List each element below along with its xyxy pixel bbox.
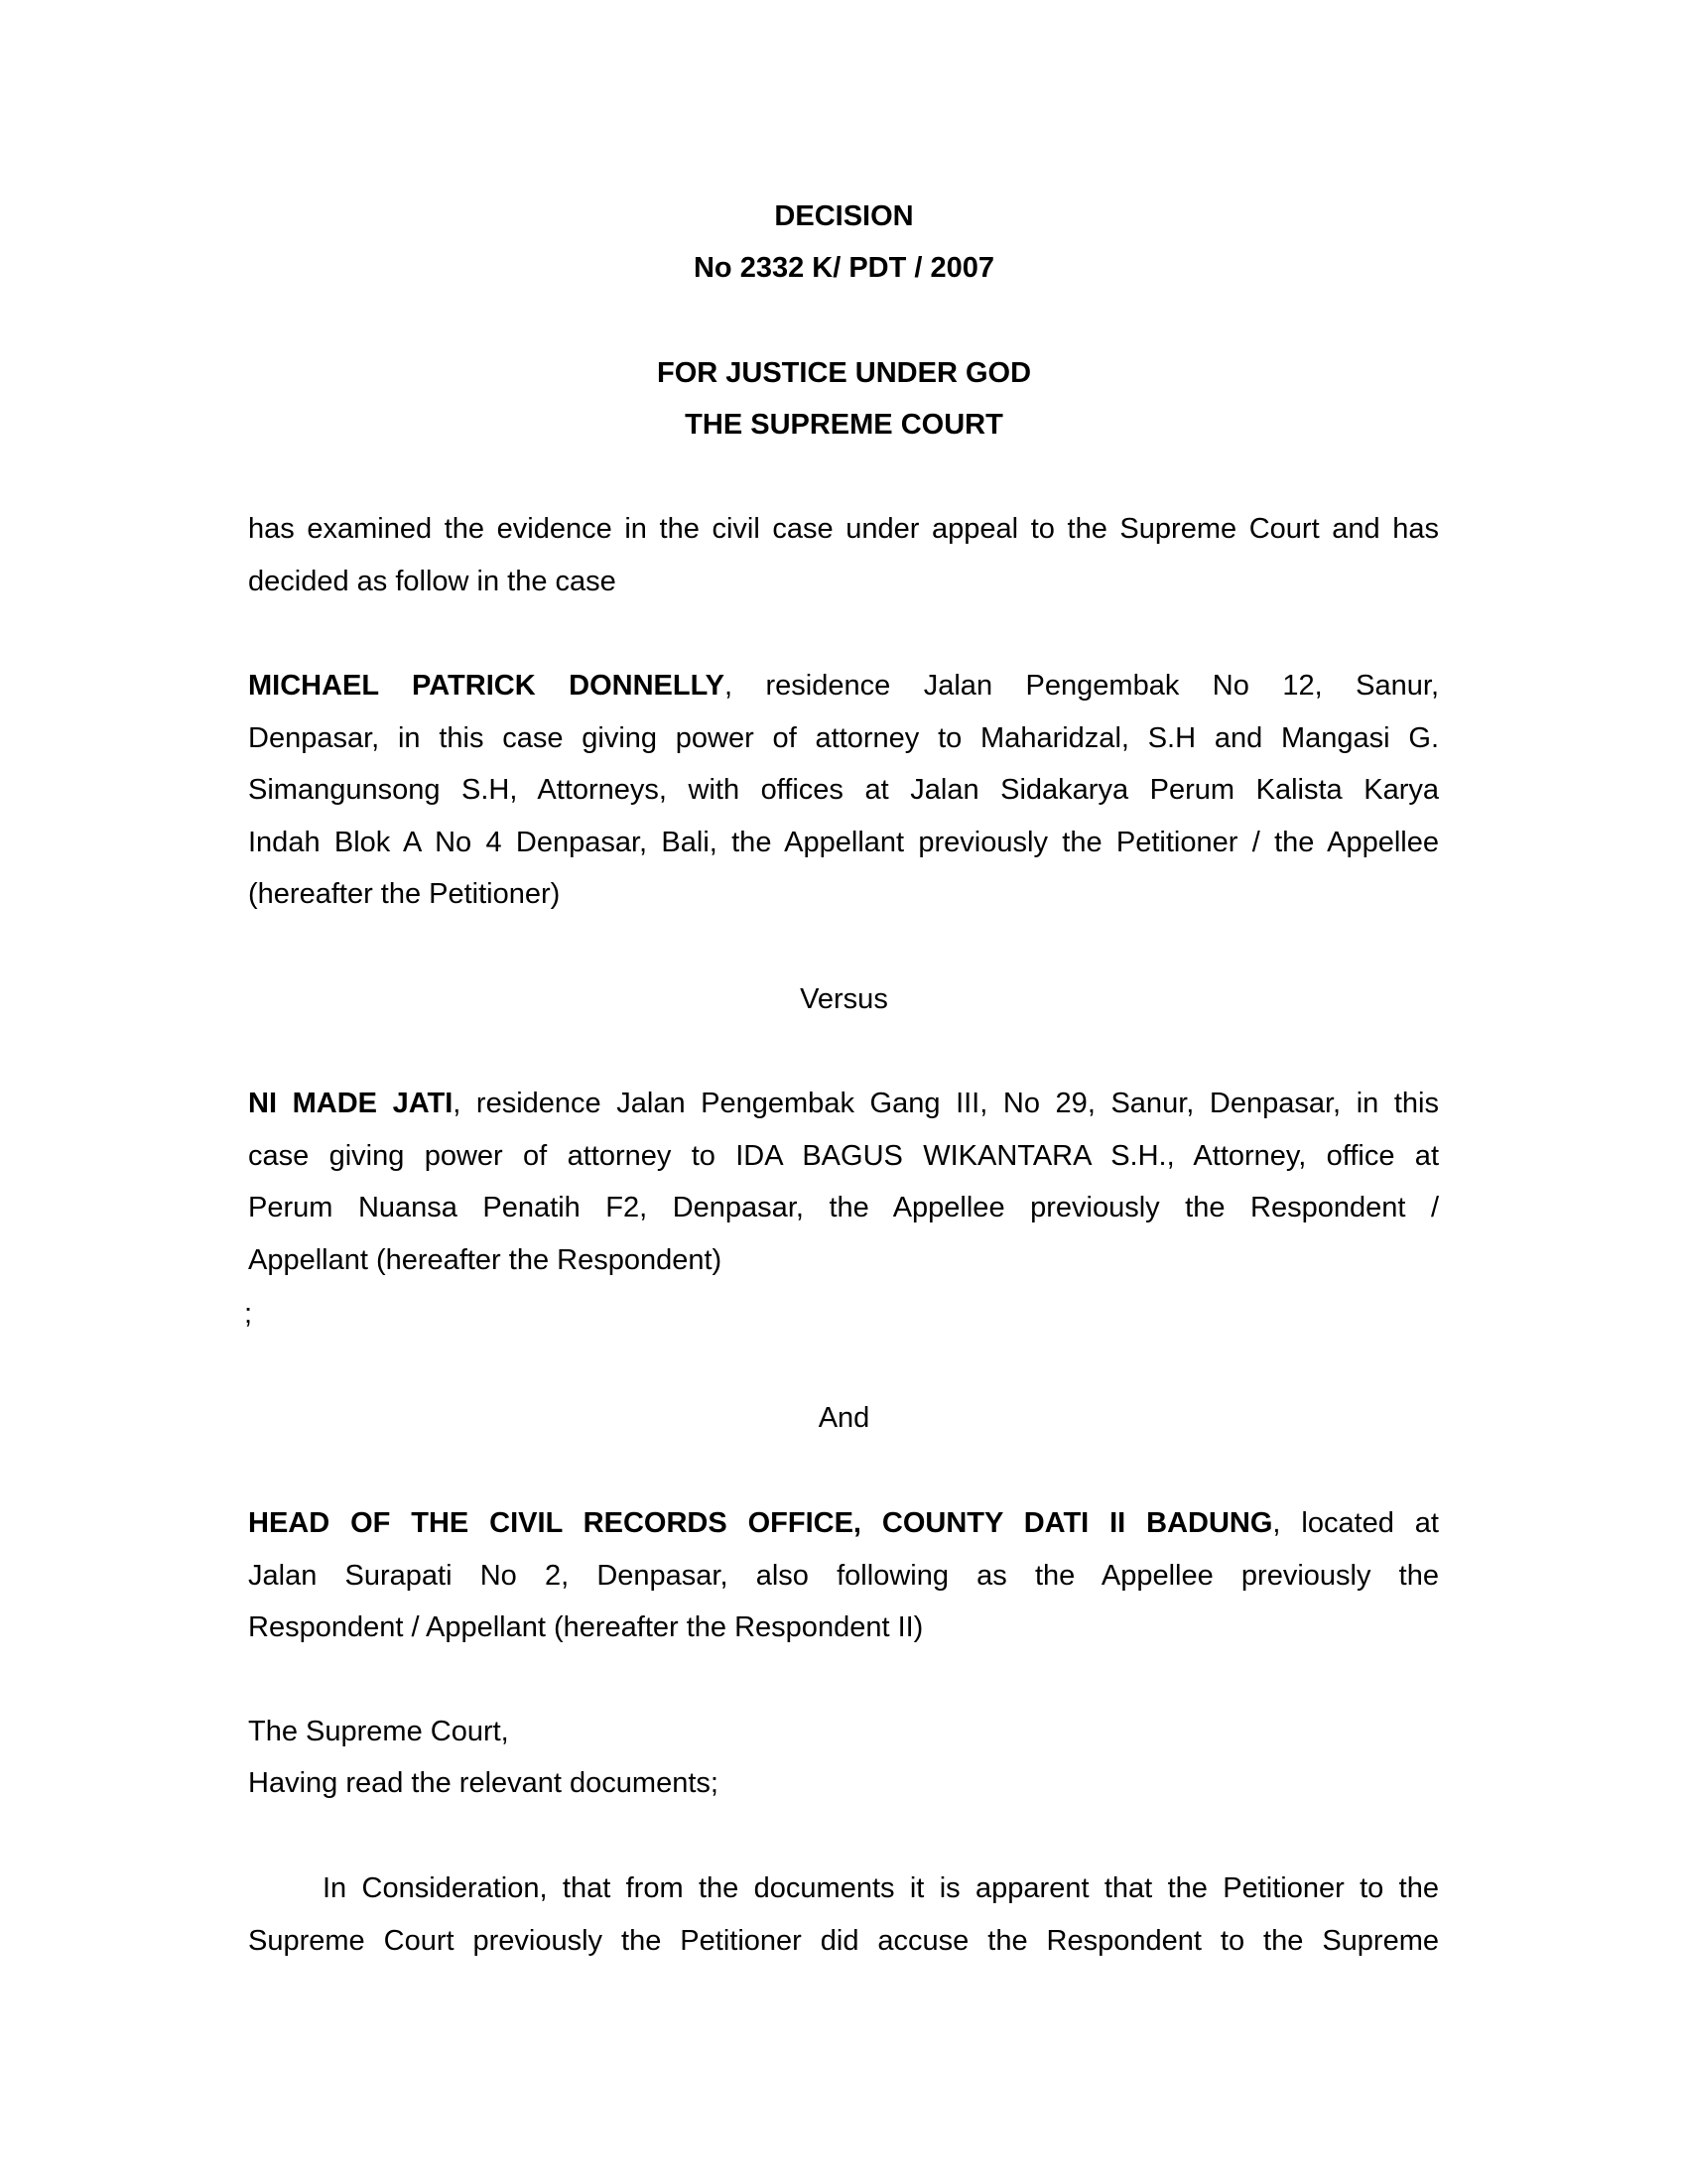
petitioner-line: Simangunsong S.H, Attorneys, with offices at Jalan Sidakarya Perum Kalista Karya — [248, 774, 1439, 806]
case-number: No 2332 K/ PDT / 2007 — [693, 252, 995, 284]
respondent-paragraph — [248, 1078, 1439, 1286]
respondent-line: Appellant (hereafter the Respondent) — [248, 1243, 722, 1276]
petitioner-name: MICHAEL PATRICK DONNELLY — [248, 670, 724, 702]
intro-paragraph — [248, 503, 1439, 607]
respondent2-address: , located at — [1272, 1507, 1439, 1539]
petitioner-line — [248, 660, 1439, 712]
respondent-name: NI MADE JATI — [248, 1088, 454, 1119]
petitioner-paragraph — [248, 660, 1439, 921]
decision-title: DECISION — [774, 200, 914, 232]
consideration-paragraph — [248, 1863, 1439, 1967]
petitioner-line: Denpasar, in this case giving power of attorney to Maharidzal, S.H and Mangasi G. — [248, 721, 1439, 754]
respondent2-name: HEAD OF THE CIVIL RECORDS OFFICE, COUNTY DATI II BADUNG — [248, 1507, 1273, 1539]
consideration-line: In Consideration, that from the documents it is apparent that the Petitioner to the — [323, 1872, 1439, 1904]
court-heading: THE SUPREME COURT — [685, 409, 1003, 441]
respondent-line: case giving power of attorney to IDA BAGUS WIKANTARA S.H., Attorney, office at — [248, 1139, 1439, 1172]
consideration-line: Supreme Court previously the Petitioner did accuse the Respondent to the Supreme — [248, 1924, 1439, 1957]
versus-label: Versus — [800, 983, 888, 1015]
respondent-line — [248, 1078, 1439, 1130]
court-read-line: Having read the relevant documents; — [248, 1767, 718, 1799]
respondent2-paragraph — [248, 1497, 1439, 1654]
petitioner-line: Indah Blok A No 4 Denpasar, Bali, the Appellant previously the Petitioner / the Appellee — [248, 826, 1439, 858]
petitioner-address: , residence Jalan Pengembak No 12, Sanur, — [723, 670, 1440, 702]
intro-line: decided as follow in the case — [248, 565, 616, 597]
respondent-address: , residence Jalan Pengembak Gang III, No 29, Sanur, Denpasar, in this — [453, 1088, 1439, 1119]
and-label: And — [818, 1402, 870, 1434]
respondent2-line: Jalan Surapati No 2, Denpasar, also following as the Appellee previously the — [248, 1559, 1439, 1592]
invocation-heading: FOR JUSTICE UNDER GOD — [656, 357, 1032, 389]
stray-semicolon: ; — [244, 1298, 253, 1330]
respondent2-line: Respondent / Appellant (hereafter the Respondent II) — [248, 1611, 924, 1643]
court-read-line: The Supreme Court, — [248, 1716, 509, 1747]
intro-line: has examined the evidence in the civil case under appeal to the Supreme Court and has — [248, 513, 1439, 545]
respondent-line: Perum Nuansa Penatih F2, Denpasar, the Appellee previously the Respondent / — [248, 1192, 1439, 1223]
petitioner-line: (hereafter the Petitioner) — [248, 878, 561, 910]
respondent2-line — [248, 1497, 1439, 1550]
